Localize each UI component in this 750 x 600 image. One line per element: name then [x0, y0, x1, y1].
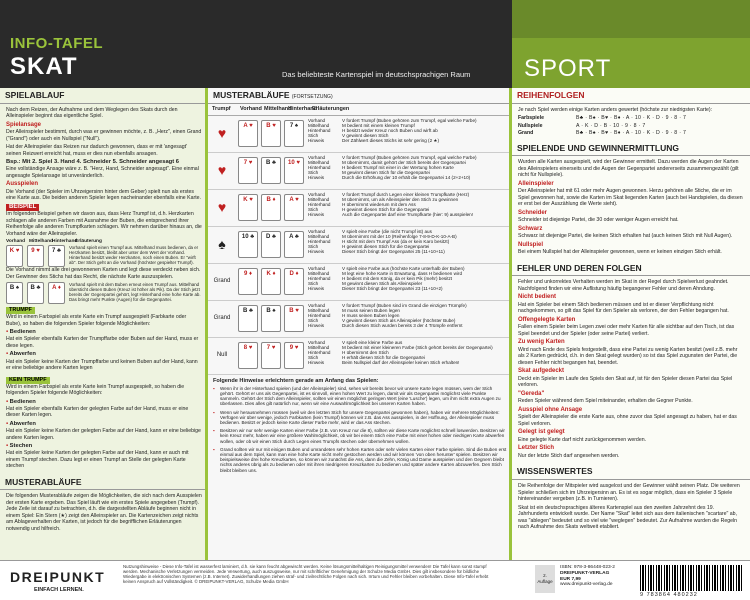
muster-card: 9 ♥: [284, 342, 304, 369]
mid-title-suffix: (FORTSETZUNG): [291, 94, 333, 100]
logo-subtext: EINFACH LERNEN.: [34, 587, 84, 593]
muster-text: Die folgenden Musterabläufe zeigen die Möglichkeiten, die sich nach dem Ausspielen der ersten Karte ergeben. Das Spiel läuft wie ein erstes Spiele angegeben (Trumpf). Jede Zeile ist darauf zu betrachten, d.h. die dargestellten Abläufe beginnen nicht in einem Spiel: Ein Stern (★) zeigt den Alleinspieler an. Die Kartenzeichen zeigt nichts am Ablageverhalten der Karten, ist jedoch für die begrifflichen Erläuterungen notwendig und hilfreich.: [6, 493, 202, 532]
line-label: Stich: [308, 318, 319, 324]
ex3-text: Vorhand spielt mit dem Buben erneut einen Trumpf aus. Mittelhand übersticht diesen Buben (Kreuz ist höher als Pik). Da der Stich jetzt bereits der Gegenpartei gehört, legt Hinterhand eine hohe Karte ab. Das bringt mehr Punkte (Augen) für die Gegenpartei.: [69, 282, 201, 303]
k-abwerfen-text: Hat ein Spieler keine Karten der gelegten Farbe auf der Hand, kann er eine beliebige andere Karten legen.: [6, 428, 201, 441]
ausspiel-text: Spielt der Alleinspieler die erste Karte aus, ohne zuvor das Spiel angesagt zu haben, hat er das Spiel verloren.: [518, 414, 737, 427]
fehler-text: Fehler und unkorrektes Verhalten werden im Skat in der Regel durch Spielverlust geahndet. Nachfolgend finden wir eine Auflistung häufig begangener Fehler und deren Ahndung.: [518, 279, 729, 292]
offen-text: Fallen einem Spieler beim Legen zwei oder mehr Karten für alle sichtbar auf den Tisch, ist das Spiel beendet und der Spieler (oder seine Partei) verliert.: [518, 324, 735, 337]
trumpf-symbol: Grand: [213, 277, 231, 284]
reihenfolge-seq: B♣ · B♠ · B♥ · B♦ · A · 10 · K · D · 9 · 8 · 7: [576, 130, 687, 137]
ausspielen-text: Die Vorhand (der Spieler im Uhrzeigersinn hinter dem Geber) spielt nun als erstes eine Karte aus. Die beiden anderen Spieler legen nacheinander ebenfalls eine Karte.: [6, 188, 201, 202]
line-label: Stich: [308, 355, 319, 361]
reihenfolge-label: Farbspiele: [518, 115, 544, 122]
ausspielen-title: Ausspielen: [6, 181, 39, 188]
line-label: Mittelhand: [308, 196, 330, 202]
skat-text: Deckt ein Spieler im Laufe des Spiels den Skat auf, ist für den Spieler diesen Partei das Spiel verloren.: [518, 375, 733, 389]
spielansage-text: Der Alleinspieler bestimmt, durch was er gewinnen möchte, z. B. „Herz", einen Grand ("Grand") oder auch ein Nullspiel ("Null").: [6, 129, 202, 142]
example-card: B ♣: [27, 282, 44, 304]
verlag: DREIPUNKT-VERLAG: [560, 570, 610, 576]
page-subtitle: Das beliebteste Kartenspiel im deutschsprachigen Raum: [282, 70, 471, 79]
col-erl: Erläuterungen: [312, 105, 350, 112]
line-label: Mittelhand: [308, 233, 330, 239]
line-text: M gewinnt diesen Stich für die Gegenpartei: [342, 170, 430, 176]
line-text: M bedient mit einer kleineren Farbe (Stich gehört bereits der Gegenpartei): [342, 344, 493, 350]
line-label: Hinterhand: [308, 312, 331, 318]
line-text: Auch die Gegenpartei darf eine Trumpfkarte (hier: 9) ausspielen!: [342, 212, 473, 218]
ausspiel-title: Ausspiel ohne Ansage: [518, 406, 583, 413]
line-text: V spielt eine kleine Farbe aus: [342, 339, 403, 345]
muster-row: [208, 338, 512, 375]
note-item: ▪ Wenn ihr in der Hinterhand spielen (und der Alleinspieler) sind, sehen wir bereits bevor wir unsere Karte legen müssen, wem der Stich gehört. Gehört er uns als Gegenpartei, ist es sinnvoll, einen hohen Wert zu legen, damit wir als Gegenpartei möglichst viele Punkte sammeln. Gehört der Stich dem Alleinspieler, sollten wir einen möglichst geringen Wert (eine 'Lusche') legen, um ihm nicht extra Augen zu überlassen. Dies alles gilt natürlich nur, wenn wir eine Auswahlmöglichkeit bei unseren Karten haben.: [213, 386, 507, 407]
barcode: [640, 565, 742, 591]
trumpf-symbol: ♥: [217, 124, 227, 141]
muster-card: B ♥: [261, 120, 281, 147]
muster-card: B ♣: [261, 157, 281, 184]
muster-card: K ♥: [238, 194, 258, 221]
line-label: Stich: [308, 170, 319, 176]
k-bedienen-text: Hat ein Spieler ebenfalls Karten der gelegten Farbe auf der Hand, muss er eine dieser Karten legen.: [6, 405, 189, 419]
muster-card: 7 ♥: [261, 342, 281, 369]
line-text: H gewinnt diesen Stich für die Gegenpartei: [342, 207, 430, 213]
line-text: V fordert Trumpf (Buben gehören zum Trumpf, egal welche Farbe): [342, 154, 477, 160]
muster-card: B ♣: [238, 305, 258, 332]
muster-card: 7 ♠: [284, 120, 304, 147]
line-label: Hinterhand: [308, 349, 331, 355]
line-label: Hinterhand: [308, 164, 331, 170]
trumpf-symbol: ♠: [218, 235, 226, 252]
muster-card: 8 ♥: [238, 342, 258, 369]
line-label: Hinterhand: [308, 238, 331, 244]
muster-card: 9 ♦: [238, 268, 258, 295]
line-label: Stich: [308, 281, 319, 287]
col-trumpf: Trumpf: [212, 105, 231, 112]
nullspiel-title: Nullspiel: [518, 241, 544, 248]
trumpf-symbol: Null: [216, 351, 228, 358]
muster-row: [208, 227, 512, 264]
price: EUR 7,99: [560, 576, 581, 582]
line-label: Hinterhand: [308, 275, 331, 281]
muster-card: B ♦: [261, 194, 281, 221]
t-bedienen-text: Hat ein Spieler ebenfalls Karten der Trumpffarbe oder Buben auf der Hand, muss er diese legen.: [6, 336, 199, 349]
wissen-text2: Skat ist ein deutschsprachiges älteres Kartenspiel aus den zweiten Jahrzehnt des 19. Jahrhunderts entwickelt wurde. Der Name "Skat" leitet sich aus dem italienischen "scartare" ab, was "ablegen" bedeutet und so viel wie "weglegen" bedeutet. Zur Aufnahme wurden die Regeln nach Aufnahme des Skats weltweit etabliert.: [518, 504, 738, 530]
line-text: V fordert Trumpf (Buben gehören zum Trumpf, egal welche Farbe): [342, 117, 477, 123]
allein-title: Alleinspieler: [518, 180, 554, 187]
reihenfolge-row: [518, 130, 744, 137]
reihenfolge-seq: B♣ · B♠ · B♥ · B♦ · A · 10 · K · D · 9 · 8 · 7: [576, 115, 687, 122]
reihenfolge-row: [518, 123, 744, 130]
gereda-title: "Gereda": [518, 390, 545, 397]
muster-table-body: [208, 116, 512, 375]
beispiel-tag: BEISPIEL: [6, 204, 39, 212]
line-text: M übernimmt, um als Alleinspieler den Stich zu gewinnen: [342, 196, 459, 202]
col-hin: Hinterhand: [288, 105, 318, 112]
header: [0, 0, 750, 88]
gelegt-text: Eine gelegte Karte darf nicht zurückgenommen werden.: [518, 436, 647, 443]
col-hinterhand: Hinterhand: [52, 239, 78, 245]
trumpf-symbol: ♥: [217, 161, 227, 178]
line-label: Mittelhand: [308, 307, 330, 313]
nullspiel-text: Bei einem Nullspiel hat der Alleinspieler gewonnen, wenn er keinen einzigen Stich erhält.: [518, 249, 722, 256]
muster-card: A ♥: [284, 194, 304, 221]
line-label: Mittelhand: [308, 344, 330, 350]
edition-badge: 2. Auflage: [535, 565, 555, 593]
ex2-text: Die Vorhand nimmt alle drei gewonnenen Karten und legt diese verdeckt neben sich. Der Gewinner des Stichs hat das Recht, die nächste Karte auszuspielen.: [6, 267, 201, 280]
example-card: 9 ♥: [27, 245, 44, 267]
column-divider-right: [509, 88, 512, 560]
category-label: SPORT: [524, 55, 612, 82]
line-label: Hinweis: [308, 286, 325, 292]
spielansage-title: Spielansage: [6, 121, 42, 128]
reihenfolgen-title: REIHENFOLGEN: [512, 88, 750, 104]
isbn: ISBN: 978-3-86448-023-2: [560, 565, 615, 570]
middle-column: [208, 88, 512, 560]
line-label: Hinweis: [308, 360, 325, 366]
muster-card: B ♠: [261, 305, 281, 332]
line-label: Hinweis: [308, 249, 325, 255]
line-text: M bedient mit einem kleinen Trumpf: [342, 122, 415, 128]
muster-card: A ♣: [284, 231, 304, 258]
schneider-title: Schneider: [518, 209, 548, 216]
line-text: H bedient mit dem König, da er kein Pik (mehr) besitzt: [342, 275, 453, 281]
line-text: M übernimmt, damit gehört der Stich bereits der Gegenpartei: [342, 159, 466, 165]
col-mit: Mittelhand: [264, 105, 292, 112]
col-vorhand: Vorhand: [6, 239, 26, 245]
info-tafel-label: INFO-TAFEL: [10, 35, 104, 52]
letzter-title: Letzter Stich: [518, 445, 555, 452]
spielende-title: SPIELENDE UND GEWINNERMITTLUNG: [512, 141, 750, 157]
muster-card: B ♥: [284, 305, 304, 332]
line-label: Vorhand: [308, 302, 326, 308]
musterablaeufe-title: MUSTERABLÄUFE: [0, 475, 208, 491]
line-text: H muss seinen Buben legen: [342, 312, 400, 318]
column-divider-left: [205, 88, 208, 560]
muster-card: 10 ♥: [284, 157, 304, 184]
logo-text: DREIPUNKT: [10, 569, 106, 585]
line-text: V gewinnt diesen Stich: [342, 133, 389, 139]
muster-row: [208, 153, 512, 190]
line-label: Mittelhand: [308, 122, 330, 128]
muster-card: D ♣: [261, 231, 281, 258]
k-stechen-text: Hat ein Spieler keine Karten der gelegten Farbe auf der Hand, kann er auch mit einem Trumpf stechen. Dazu legt er einen Trumpf an Stelle der gelegten Karte stechen: [6, 450, 189, 470]
note-item: ▪ Besitzen wir nur sehr wenige Karten einer Farbe (z.B. von Kreuz nur die 8), sollten wir diese Karte möglichst schnell loswerden. Besitzen wir kein Kreuz mehr, haben wir eine größere Wahlmöglichkeit, ob wir bei einem Stich eine Farbe mit einer hohen oder niedrigen Karte abwerfen wollen, oder ob wir einen Stich durch Legen eines Trumpfs stechen oder übernehmen wollen.: [213, 428, 507, 444]
ex1-text: Vorhand spielt einen Trumpf aus. Mittelhand muss bedienen, da er Herzkarten besitzt, bleibt aber unter dem Wert der Vorhand. Hinterhand besitzt weder Herzkarten, noch einen Buben. Er "wirft ab". Der Stich geht an die Vorhand (höchster gespielter Trumpf).: [69, 245, 199, 266]
k-abwerfen-title: Abwerfen: [9, 420, 36, 427]
line-text: M gewinnt diesen Stich als Alleinspieler: [342, 281, 423, 287]
reihen-intro: Je nach Spiel werden einige Karten anders gewertet (höchste zur niedrigsten Karte):: [518, 106, 713, 113]
line-text: H gewinnt diesen Stich für die Gegenpartei: [342, 244, 430, 250]
muster-row: [208, 190, 512, 227]
k-stechen-title: Stechen: [9, 443, 33, 450]
wissen-text: Die Reihenfolge der Mitspieler wird ausgelost und der Gewinner wählt seinen Platz. Die weiteren Spieler schließen sich im Uhrzeigersinn an. Es ist es sogar möglich, dass ein Spieler 3 Spiele hintereinander vergeben (z.B. in Turnieren).: [518, 483, 740, 502]
line-text: Dieser Stich bringt der Gegenpartei 25 (11+10+11): [342, 249, 445, 255]
example-card: B ♠: [6, 282, 23, 304]
trumpf-symbol: ♥: [217, 198, 227, 215]
line-text: H übernimmt den Stich: [342, 349, 389, 355]
line-label: Stich: [308, 133, 319, 139]
example-row-1: [6, 245, 202, 267]
line-label: Stich: [308, 207, 319, 213]
line-label: Hinweis: [308, 212, 325, 218]
line-text: H übernimmt wiederum mit dem Ass: [342, 201, 416, 207]
allein-text: Der Alleinspieler hat mit 61 oder mehr Augen gewonnen. Herzu gehören alle Stiche, die er im Spiel gewonnen hat, sowie die Karten im Skat liegenden Karten (auch bei Handspielen, da diesen er erst bei der Auszählung die Werte sieht).: [518, 188, 743, 208]
line-text: H sticht mit dem Trumpf Ass (da er kein Karo besitzt): [342, 238, 450, 244]
line-text: Dieser Stich bringt der Gegenpartei 23 (11+10+2): [342, 286, 443, 292]
line-label: Hinweis: [308, 323, 325, 329]
col-vor: Vorhand: [240, 105, 262, 112]
notes-box: [208, 375, 512, 478]
spielablauf-intro: Nach dem Reizen, der Aufnahme und dem Weglegen des Skats durch den Alleinspieler beginnt das eigentliche Spiel.: [6, 106, 178, 120]
muster-card: 10 ♣: [238, 231, 258, 258]
left-column: SPIELABLAUF Nach dem Reizen, der Aufnahme und dem Weglegen des Skats durch den Alleinspieler beginnt das eigentliche Spiel. Spielansage Der Alleinspieler bestimmt, durch was er gewinnen möchte, z. B. „Herz", einen Grand ("Grand") oder auch ein Nullspiel ("Null"). Hat der Alleinspieler das Reizen nur dadurch gewonnen, dass er mit 'angesagt' seinen Reizwert erreicht hat, muss er dies nun ebenfalls ansagen. Bsp.: Mit 2. Spiel 3. Hand 4. Schneider 5. Schneider angesagt 6 Eine vollständige Ansage wäre z. B. "Herz, Hand, Schneider angesagt". Eine einmal angesagte Spielansage ist unveränderlich. Ausspielen Die Vorhand (der Spieler im Uhrzeigersinn hinter dem Geber) spielt nun als erstes eine Karte aus. Die beiden anderen Spieler legen nacheinander ebenfalls eine Karte. BEISPIEL Im folgenden Beispiel gehen wir davon aus, dass Herz Trumpf ist, d.h. Herzkarten schlagen alle anderen Farben mit Ausnahme der Buben, die entsprechend ihrer Reihenfolge alle anderen Trumpfkarten schlagen. Wir nehmen darüber hinaus an, die Vorhand wäre der Alleinspieler. Vorhand Mittelhand Hinterhand Erläuterung K ♥ 9 ♥ 7 ♣ Vorhand spielt einen Trumpf aus. Mittelhand muss bedienen, da er Herzkarten besitzt, bleibt aber unter dem Wert der Vorhand. Hinterhand besitzt weder Herzkarten, noch einen Buben. Er "wirft ab". Der Stich geht an die Vorhand (höchster gespielter Trumpf). Die Vorhand nimmt alle drei gewonnenen Karten und legt diese verdeckt neben sich. Der Gewinner des Stichs hat das Recht, die nächste Karte auszuspielen. B ♠ B ♣ A ♦ Vorhand spielt mit dem Buben erneut einen Trumpf aus. Mittelhand übersticht diesen Buben (Kreuz ist höher als Pik). Da der Stich jetzt bereits der Gegenpartei gehört, legt Hinterhand eine hohe Karte ab. Das bringt mehr Punkte (Augen) für die Gegenpartei. TRUMPF Wird in einem Farbspiel als erste Karte ein Trumpf ausgespielt (Farbkarte oder Bube), so haben die folgenden Spieler folgende Möglichkeiten: ▪ Bedienen Hat ein Spieler ebenfalls Karten der Trumpffarbe oder Buben auf der Hand, muss er diese legen. ▪ Abwerfen Hat ein Spieler keine Karten der Trumpffarbe und keinen Buben auf der Hand, kann er eine beliebige andere Karten legen KEIN TRUMPF Wird in einem Farbspiel als erste Karte kein Trumpf ausgespielt, so haben die folgenden Spieler folgende Möglichkeiten: ▪ Bedienen Hat ein Spieler ebenfalls Karten der gelegten Farbe auf der Hand, muss er eine dieser Karten legen. ▪ Abwerfen Hat ein Spieler keine Karten der gelegten Farbe auf der Hand, kann er eine beliebige andere Karten legen. ▪ Stechen Hat ein Spieler keine Karten der gelegten Farbe auf der Hand, kann er auch mit einem Trumpf stechen. Dazu legt er einen Trumpf an Stelle der gelegten Karte stechen MUSTERABLÄUFE Die folgenden Musterabläufe zeigen die Möglichkeiten, die sich nach dem Ausspielen der ersten Karte ergeben. Das Spiel läuft wie ein erstes Spiele angegeben (Trumpf). Jede Zeile ist darauf zu betrachten, d.h. die dargestellten Abläufe beginnen nicht in einem Spiel: Ein Stern (★) zeigt den Alleinspieler an. Die Kartenzeichen zeigt nichts am Ablageverhalten der Karten, ist jedoch für die begrifflichen Erläuterungen notwendig und hilfreich.: [0, 88, 208, 560]
example-row-2: [6, 282, 202, 304]
nicht-bedient-title: Nicht bedient: [518, 294, 557, 301]
line-text: V gewinnt diesen Stich als Alleinspieler (höchster Bube): [342, 318, 456, 324]
line-text: H besitzt weder Kreuz noch Buben und wirft ab: [342, 127, 438, 133]
zu-wenig-text: Wird nach Ende des Spiels festgestellt, dass eine Partei zu wenig Karten besitzt (weil z.B. mehr als 2 Karten gedrückt, d.h. in den Skat gelegt wurden) so ist das Spiel zugunsten der Partei, die diesen Fehler nicht begangen hat, beendet.: [518, 346, 738, 366]
letzter-text: Nur der letzte Stich darf angesehen werden.: [518, 452, 620, 459]
muster-card: A ♥: [238, 120, 258, 147]
line-text: V fordert Trumpf (Buben sind im Grand die einzigen Trümpfe): [342, 302, 467, 308]
line-text: Beim Nullspiel darf der Alleinspieler keinen Stich erhalten!: [342, 360, 460, 366]
line-text: V fordert Trumpf durch Legen einer kleinen Trumpfkarte (Herz): [342, 191, 470, 197]
line-label: Mittelhand: [308, 270, 330, 276]
reihenfolge-seq: A · K · D · B · 10 · 9 · 8 · 7: [576, 122, 646, 129]
col-erlaeuterung: Erläuterung: [75, 239, 102, 245]
nicht-bedient-text: Hat ein Spieler bei einem Stich bedienen müssen und ist er dieser Verpflichtung nicht nachgekommen, so gilt das Spiel für den Spieler als verloren, der den Fehler begangen hat.: [518, 301, 729, 315]
offen-title: Offengelegte Karten: [518, 316, 576, 323]
spielansage-text2: Hat der Alleinspieler das Reizen nur dadurch gewonnen, dass er mit 'angesagt' seinen Reizwert erreicht hat, muss er dies nun ebenfalls ansagen.: [6, 144, 188, 157]
line-label: Hinweis: [308, 175, 325, 181]
usage-notes: Nutzungshinweise - Diese Info-Tafel ist wasserfest laminiert, d.h. sie kann feucht abgewischt werden. Keine lösungsmittelhaltigen Reinigungsmittel verwenden! Die Tafel kann sonst stumpf werden. Mechanische Verletzungen vermeiden. Jede Verwertung, auch auszugsweise, nur mit schriftlicher Genehmigung der Schulze Media GmbH. Dies gilt insbesondere für bildliche Wiedergabe in elektronischen Systemen (z.B. Internet). Zuwiderhandlungen ziehen straf- und zivilrechtliche Folgen nach sich. Irrtum und Fehler bleiben vorbehalten. Diese Info-Tafel erhebt keinen Anspruch auf Vollständigkeit. © DREIPUNKT-VERLAG, Schulze Media GmbH: [123, 564, 489, 584]
footer: [0, 560, 750, 600]
muster-card: D ♦: [284, 268, 304, 295]
fehler-title: FEHLER UND DEREN FOLGEN: [512, 261, 750, 277]
trumpf-symbol: Grand: [213, 314, 231, 321]
right-column: [512, 88, 750, 560]
t-abwerfen-title: Abwerfen: [9, 351, 36, 358]
spielablauf-title: SPIELABLAUF: [0, 88, 208, 104]
line-label: Vorhand: [308, 265, 326, 271]
muster-table-header: [208, 104, 512, 116]
bsp-text: Eine vollständige Ansage wäre z. B. "Herz, Hand, Schneider angesagt". Eine einmal angesagte Spielansage ist unveränderlich.: [6, 166, 199, 179]
wissen-title: WISSENSWERTES: [512, 464, 750, 480]
publisher-logo: [0, 561, 125, 600]
example-card: 7 ♣: [48, 245, 65, 267]
beispiel-text: Im folgenden Beispiel gehen wir davon aus, dass Herz Trumpf ist, d.h. Herzkarten schlagen alle anderen Farben mit Ausnahme der Buben, die entsprechend ihrer Reihenfolge alle anderen Trumpfkarten schlagen. Wir nehmen darüber hinaus an, die Vorhand wäre der Alleinspieler.: [6, 211, 202, 237]
line-text: Der Zählwert dieses Stichs ist sehr gering (2 ★): [342, 138, 440, 144]
line-label: Vorhand: [308, 154, 326, 160]
t-bedienen-title: Bedienen: [9, 329, 36, 336]
website: www.dreipunkt-verlag.de: [560, 582, 613, 588]
barcode-number: 9 783864 480232: [640, 592, 698, 598]
line-label: Hinweis: [308, 138, 325, 144]
line-text: M übernimmt mit der 10 (Reihenfolge 7-8-9-D-K-10-A-B): [342, 233, 457, 239]
example-card: A ♦: [48, 282, 65, 304]
gelegt-title: Gelegt ist gelegt: [518, 429, 565, 436]
gereda-text: Reden Spieler während dem Spiel miteinander, erhalten die Gegner Punkte.: [518, 398, 693, 405]
line-text: V spielt eine Farbe (die nicht Trumpf ist) aus: [342, 228, 432, 234]
muster-card: K ♦: [261, 268, 281, 295]
line-text: H erhält diesen Stich für die Gegenpartei: [342, 355, 425, 361]
line-label: Vorhand: [308, 339, 326, 345]
kein-trumpf-text: Wird in einem Farbspiel als erste Karte kein Trumpf ausgespielt, so haben die folgenden Spieler folgende Möglichkeiten:: [6, 383, 185, 397]
line-text: V spielt eine Farbe aus (höchste Karte unterhalb der Buben): [342, 265, 465, 271]
trumpf-tag: TRUMPF: [6, 307, 35, 314]
line-label: Stich: [308, 244, 319, 250]
line-label: Mittelhand: [308, 159, 330, 165]
line-label: Vorhand: [308, 117, 326, 123]
k-bedienen-title: Bedienen: [9, 398, 36, 405]
note-item: ▪ Wenn wir herausnehmen müssen (weil wir den letzten Stich für unsere Gegenpartei gewonnen haben), haben wir mehrere Möglichkeiten: Verfügen wir über wenige, jedoch Farbkarten (kein Trumpf) können wir z.B. das Ass ausspielen, in der Hoffnung, der Alleinspieler muss bedienen. Besitzt er jedoch keine Karte dieser Farbe mehr, wird er das Ass stechen.: [213, 410, 507, 426]
schwarz-text: Schwarz ist diejenige Partei, die keinen Stich erhalten hat (auch keinen Stich mit Null Augen).: [518, 233, 733, 240]
line-label: Vorhand: [308, 191, 326, 197]
line-label: Hinterhand: [308, 127, 331, 133]
line-label: Vorhand: [308, 228, 326, 234]
notes-head: Folgende Hinweise erleichtern gerade am Anfang das Spielen:: [213, 377, 379, 384]
col-mittelhand: Mittelhand: [29, 239, 53, 245]
mid-title: MUSTERABLÄUFE: [213, 90, 290, 100]
line-label: Hinterhand: [308, 201, 331, 207]
example-card: K ♥: [6, 245, 23, 267]
note-item: ▪ Grand sollten wir nur mit einigen Buben und umrandeten sehr hohen Karten oder sehr vielen Karten einer Farbe spielen. Sind die Buben erst einmal aus dem Spiel, kann man eine hohe Karte nicht mehr gestochen werden und wir können 'von oben herunter' spielen. Besitzen wir beispielsweise drei hohe Kreuzkarten, so können wir zunächst die Ass, dann die Zehn, König und Dame ausspielen und den Gegnern bleibt nichts anderes übrig als zu bedienen oder mit ihren niedrigeren Kreuzkarten zu bedienen und später andere Karten abzuwerfen. Den Stich bleibt bleiben uns.: [213, 447, 507, 473]
muster-row: [208, 116, 512, 153]
spielende-text: Wurden alle Karten ausgespielt, wird der Gewinner ermittelt. Dazu werden die Augen der Karten des Alleinspielers einerseits und die Augen der Gegenpartei andererseits zusammengezählt (gilt nicht für Nullspiele).: [518, 159, 739, 179]
kein-trumpf-tag: KEIN TRUMPF: [6, 377, 50, 384]
bsp-title: Bsp.: Mit 2. Spiel 3. Hand 4. Schneider 5. Schneider angesagt 6: [6, 159, 179, 166]
page-title: SKAT: [10, 53, 78, 80]
line-text: M legt eine hohe Karte in Erwartung, dass H bedienen wird: [342, 270, 463, 276]
reihenfolge-label: Nullspiele: [518, 122, 543, 129]
schwarz-title: Schwarz: [518, 225, 543, 232]
line-text: H bedient Trumpf mit einer in der Wertung hohen Karte: [342, 164, 454, 170]
reihenfolge-row: [518, 115, 744, 122]
muster-row: [208, 301, 512, 338]
trumpf-text: Wird in einem Farbspiel als erste Karte ein Trumpf ausgespielt (Farbkarte oder Bube), so haben die folgenden Spieler folgende Möglichkeiten:: [6, 314, 187, 327]
skat-title: Skat aufgedeckt: [518, 368, 565, 375]
zu-wenig-title: Zu wenig Karten: [518, 339, 565, 346]
schneider-text: Schneider ist diejenige Partei, die 30 oder weniger Augen erreicht hat.: [518, 217, 679, 224]
reihenfolge-label: Grand: [518, 130, 534, 137]
muster-row: [208, 264, 512, 301]
line-text: M muss seinen Buben legen: [342, 307, 400, 313]
isbn-block: [560, 565, 615, 588]
t-abwerfen-text: Hat ein Spieler keine Karten der Trumpffarbe und keinen Buben auf der Hand, kann er eine beliebige andere Karten legen: [6, 358, 198, 372]
line-text: Durch diesen Stich wurden bereits 3 der 4 Trümpfe entfernt: [342, 323, 463, 329]
muster-card: 7 ♥: [238, 157, 258, 184]
line-text: Durch die Erhöhung der 10 erhält die Gegenpartei 14 (2+2+10): [342, 175, 471, 181]
